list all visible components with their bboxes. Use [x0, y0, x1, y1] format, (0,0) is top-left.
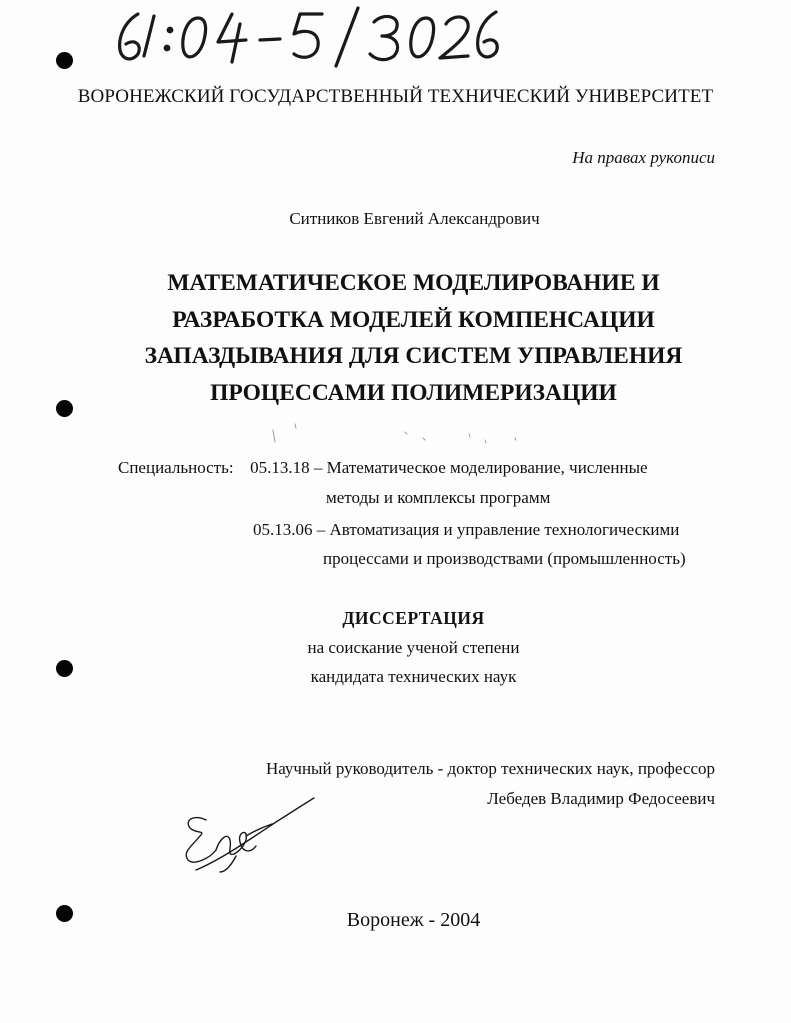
specialty-label: Специальность:: [118, 458, 234, 477]
author-name: Ситников Евгений Александрович: [289, 209, 540, 228]
specialty-code-2: 05.13.06 – Автоматизация и управление технологическими: [253, 520, 680, 539]
title-line: РАЗРАБОТКА МОДЕЛЕЙ КОМПЕНСАЦИИ: [172, 306, 655, 333]
supervisor-name: Лебедев Владимир Федосеевич: [487, 789, 715, 808]
degree-line-2: кандидата технических наук: [310, 667, 517, 686]
dissertation-title: [0, 265, 791, 411]
handwritten-archive-code: [114, 4, 509, 70]
binder-hole: [56, 52, 73, 69]
manuscript-rights-note: На правах рукописи: [572, 148, 715, 167]
degree-line-1: на соискание ученой степени: [307, 638, 520, 657]
signature: [176, 790, 316, 880]
document-type-heading: ДИССЕРТАЦИЯ: [342, 608, 485, 628]
title-line: ЗАПАЗДЫВАНИЯ ДЛЯ СИСТЕМ УПРАВЛЕНИЯ: [144, 343, 683, 370]
specialty-first-continuation: методы и комплексы программ: [326, 488, 551, 507]
specialty-code-1: 05.13.18 – Математическое моделирование, численные: [250, 458, 648, 477]
supervisor-title: Научный руководитель - доктор технических наук, профессор: [265, 759, 715, 778]
university-name: ВОРОНЕЖСКИЙ ГОСУДАРСТВЕННЫЙ ТЕХНИЧЕСКИЙ УНИВЕРСИТЕТ: [77, 86, 714, 107]
title-line: МАТЕМАТИЧЕСКОЕ МОДЕЛИРОВАНИЕ И: [167, 270, 660, 296]
specialty-second-continuation: процессами и производствами (промышленность): [323, 549, 686, 568]
specialty-first-line: [118, 458, 648, 478]
city-year: Воронеж - 2004: [346, 909, 481, 931]
scan-specks: [255, 410, 535, 460]
title-line: ПРОЦЕССАМИ ПОЛИМЕРИЗАЦИИ: [210, 379, 617, 406]
